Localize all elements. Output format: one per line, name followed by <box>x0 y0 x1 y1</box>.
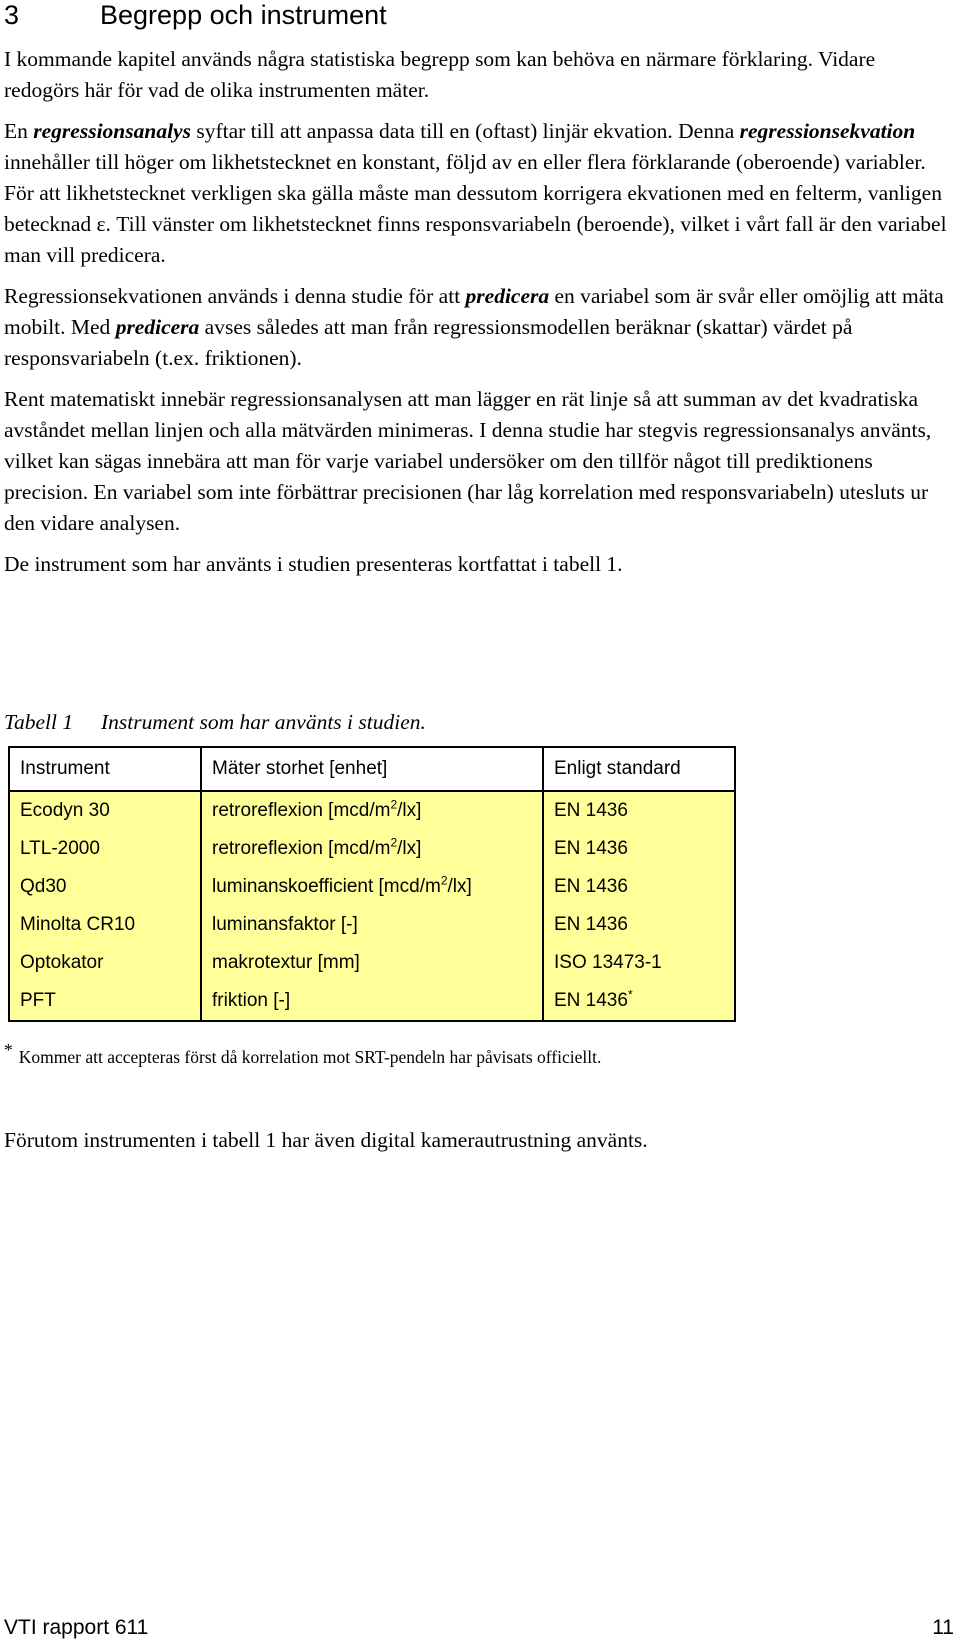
cell-instrument: Qd30 <box>9 868 201 906</box>
term-predicera: predicera <box>115 315 200 339</box>
measure-tail: /lx] <box>447 876 472 897</box>
standard-sup: * <box>627 987 633 1002</box>
cell-instrument: Minolta CR10 <box>9 906 201 944</box>
paragraph-intro: I kommande kapitel används några statistiska begrepp som kan behöva en närmare förklaring. Vidare redogörs här för vad de olika instrumenten mäter. <box>4 47 876 102</box>
standard-text: EN 1436 <box>554 800 628 821</box>
table-row <box>9 906 735 944</box>
section-number: 3 <box>4 0 20 30</box>
measure-text: retroreflexion [mcd/m <box>212 838 391 859</box>
closing-sentence: Förutom instrumenten i tabell 1 har även digital kamerautrustning använts. <box>4 1128 648 1152</box>
cell-measure <box>201 944 543 982</box>
footnote-mark: * <box>4 1040 13 1060</box>
table-header-row <box>9 747 735 791</box>
paragraph-instruments: De instrument som har använts i studien presenteras kortfattat i tabell 1. <box>4 552 623 576</box>
measure-tail: /lx] <box>397 800 422 821</box>
table-caption <box>4 710 426 735</box>
cell-standard <box>543 906 735 944</box>
paragraph-method: Rent matematiskt innebär regressionsanalysen att man lägger en rät linje så att summan av det kvadratiska avståndet mellan linjen och alla mätvärden minimeras. I denna studie har stegvis regressionsanalys använts, vilket kan sägas innebära att man för varje variabel undersöker om den tillför något till prediktionens precision. En variabel som inte förbättrar precisionen (har låg korrelation med responsvariabeln) utesluts ur den vidare analysen. <box>4 387 932 535</box>
standard-text: EN 1436 <box>554 990 628 1011</box>
table-row <box>9 868 735 906</box>
standard-text: EN 1436 <box>554 914 628 935</box>
measure-sup: 2 <box>440 873 448 888</box>
text-run: syftar till att anpassa data till en (oftast) linjär ekvation. Denna <box>190 119 740 143</box>
cell-measure <box>201 906 543 944</box>
page-number: 11 <box>932 1616 954 1639</box>
term-predicera: predicera <box>465 284 550 308</box>
section-heading <box>4 0 387 30</box>
paragraph-predicera <box>4 281 954 374</box>
text-run: innehåller till höger om likhetstecknet en konstant, följd av en eller flera förklarande (oberoende) variabler. För att likhetstecknet verkligen ska gälla måste man dessutom korrigera ekvationen med en felterm, vanligen betecknad ε. Till vänster om likhetstecknet finns responsvariabeln (beroende), vilket i vårt fall är den variabel man vill predicera. <box>4 150 947 267</box>
measure-text: makrotextur [mm] <box>212 952 360 973</box>
header-standard: Enligt standard <box>543 747 735 791</box>
header-instrument: Instrument <box>9 747 201 791</box>
measure-text: friktion [-] <box>212 990 291 1011</box>
header-measure: Mäter storhet [enhet] <box>201 747 543 791</box>
page-footer <box>4 1616 954 1640</box>
cell-standard <box>543 791 735 830</box>
table-row <box>9 791 735 830</box>
instrument-table <box>8 746 736 1022</box>
footnote-text: Kommer att accepteras först då korrelation mot SRT-pendeln har påvisats officiellt. <box>18 1046 602 1067</box>
text-run: avses således att man från regressionsmodellen beräknar (skattar) värdet på responsvariabeln (t.ex. friktionen). <box>4 315 853 370</box>
measure-text: luminansfaktor [-] <box>212 914 358 935</box>
table-caption-label: Tabell 1 <box>4 710 74 734</box>
measure-sup: 2 <box>390 797 398 812</box>
measure-sup: 2 <box>390 835 398 850</box>
text-run: Regressionsekvationen används i denna studie för att <box>4 284 466 308</box>
cell-instrument: Ecodyn 30 <box>9 791 201 830</box>
text-run: en variabel som är svår eller omöjlig att mäta mobilt. Med <box>4 284 944 339</box>
cell-measure <box>201 868 543 906</box>
measure-text: luminanskoefficient [mcd/m <box>212 876 441 897</box>
table-caption-text: Instrument som har använts i studien. <box>101 710 426 734</box>
cell-instrument: LTL-2000 <box>9 830 201 868</box>
cell-measure <box>201 791 543 830</box>
cell-instrument: Optokator <box>9 944 201 982</box>
measure-text: retroreflexion [mcd/m <box>212 800 391 821</box>
cell-measure <box>201 830 543 868</box>
section-title: Begrepp och instrument <box>100 0 387 30</box>
table-row <box>9 982 735 1021</box>
table-footnote <box>4 1040 601 1068</box>
cell-measure <box>201 982 543 1021</box>
standard-text: EN 1436 <box>554 876 628 897</box>
cell-standard <box>543 944 735 982</box>
standard-text: EN 1436 <box>554 838 628 859</box>
table-row <box>9 944 735 982</box>
paragraph-regression <box>4 116 954 271</box>
table-row <box>9 830 735 868</box>
term-regressionsekvation: regressionsekvation <box>739 119 916 143</box>
body-text <box>4 44 954 590</box>
cell-standard <box>543 868 735 906</box>
cell-instrument: PFT <box>9 982 201 1021</box>
measure-tail: /lx] <box>397 838 422 859</box>
report-name: VTI rapport 611 <box>4 1616 149 1639</box>
term-regressionsanalys: regressionsanalys <box>33 119 191 143</box>
cell-standard <box>543 830 735 868</box>
text-run: En <box>4 119 34 143</box>
standard-text: ISO 13473-1 <box>554 952 662 973</box>
cell-standard <box>543 982 735 1021</box>
